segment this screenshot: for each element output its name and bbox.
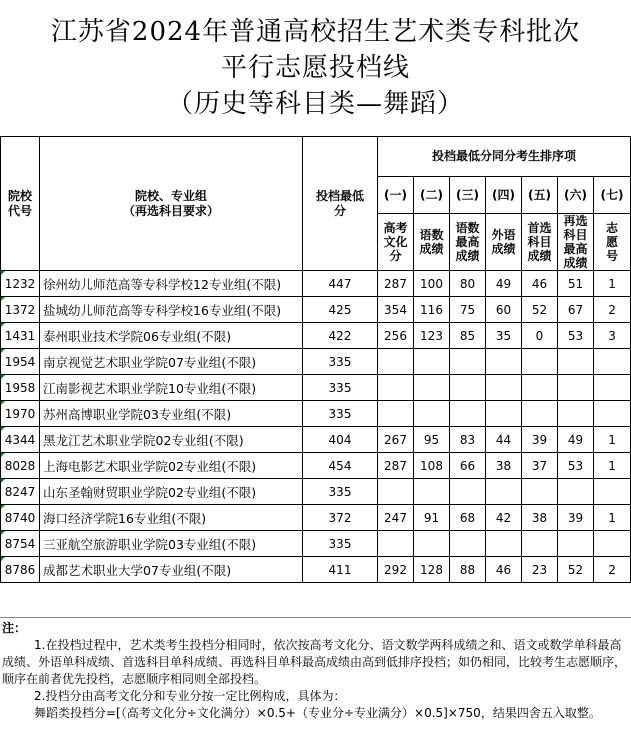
table-row (1, 349, 631, 375)
header-item-num: (二) (414, 177, 450, 214)
tiebreak-value: 88 (450, 557, 486, 583)
table-row (1, 375, 631, 401)
tiebreak-value (450, 479, 486, 505)
tiebreak-value: 85 (450, 323, 486, 349)
tiebreak-value (522, 401, 558, 427)
header-item-label: 再选科目最高成绩 (558, 214, 594, 271)
school-code: 8247 (1, 479, 40, 505)
header-code: 院校代号 (1, 137, 40, 271)
notes-label: 注： (2, 621, 27, 635)
tiebreak-value: 116 (414, 297, 450, 323)
header-name: 院校、专业组 （再选科目要求） (40, 137, 303, 271)
tiebreak-value (594, 401, 631, 427)
tiebreak-value: 53 (558, 453, 594, 479)
school-code: 1954 (1, 349, 40, 375)
title-line-3: （历史等科目类—舞蹈） (166, 89, 464, 119)
tiebreak-value (450, 401, 486, 427)
header-item-label: 高考文化分 (378, 214, 414, 271)
tiebreak-value (414, 349, 450, 375)
notes (0, 617, 631, 746)
tiebreak-value (414, 479, 450, 505)
school-code: 8028 (1, 453, 40, 479)
tiebreak-value (450, 349, 486, 375)
tiebreak-value: 38 (522, 505, 558, 531)
tiebreak-value: 49 (486, 271, 522, 297)
tiebreak-value: 52 (558, 557, 594, 583)
tiebreak-value (594, 375, 631, 401)
school-group-name: 黑龙江艺术职业学院02专业组(不限) (40, 427, 303, 453)
tiebreak-value: 128 (414, 557, 450, 583)
tiebreak-value (558, 531, 594, 557)
tiebreak-value (378, 401, 414, 427)
min-score: 372 (303, 505, 378, 531)
table-row (1, 427, 631, 453)
tiebreak-value: 75 (450, 297, 486, 323)
tiebreak-value: 66 (450, 453, 486, 479)
school-code: 8786 (1, 557, 40, 583)
school-group-name: 泰州职业技术学院06专业组(不限) (40, 323, 303, 349)
tiebreak-value: 287 (378, 271, 414, 297)
table-row (1, 453, 631, 479)
tiebreak-value: 0 (522, 323, 558, 349)
min-score: 447 (303, 271, 378, 297)
table-row (1, 531, 631, 557)
min-score: 335 (303, 375, 378, 401)
min-score: 425 (303, 297, 378, 323)
table-row (1, 401, 631, 427)
header-item-num: (五) (522, 177, 558, 214)
school-code: 8754 (1, 531, 40, 557)
header-item-label: 首选科目成绩 (522, 214, 558, 271)
tiebreak-value (522, 531, 558, 557)
school-code: 1958 (1, 375, 40, 401)
tiebreak-value: 38 (486, 453, 522, 479)
school-code: 1431 (1, 323, 40, 349)
tiebreak-value (486, 375, 522, 401)
tiebreak-value: 3 (594, 323, 631, 349)
tiebreak-value (414, 531, 450, 557)
admission-table (0, 136, 631, 583)
tiebreak-value: 1 (594, 505, 631, 531)
tiebreak-value (450, 531, 486, 557)
tiebreak-value: 287 (378, 453, 414, 479)
note-2: 2.投档分由高考文化分和专业分按一定比例构成，具体为： (34, 689, 346, 703)
tiebreak-value (594, 531, 631, 557)
header-item-num: (七) (594, 177, 631, 214)
tiebreak-value (378, 531, 414, 557)
header-min-score: 投档最低分 (303, 137, 378, 271)
tiebreak-value: 39 (558, 505, 594, 531)
tiebreak-value (414, 401, 450, 427)
tiebreak-value: 292 (378, 557, 414, 583)
tiebreak-value (486, 401, 522, 427)
min-score: 335 (303, 349, 378, 375)
tiebreak-value: 95 (414, 427, 450, 453)
min-score: 404 (303, 427, 378, 453)
title-line-2: 平行志愿投档线 (220, 53, 410, 83)
tiebreak-value (378, 375, 414, 401)
school-group-name: 成都艺术职业大学07专业组(不限) (40, 557, 303, 583)
tiebreak-value: 44 (486, 427, 522, 453)
school-group-name: 苏州高博职业学院03专业组(不限) (40, 401, 303, 427)
tiebreak-value (594, 479, 631, 505)
tiebreak-value: 1 (594, 453, 631, 479)
tiebreak-value (450, 375, 486, 401)
tiebreak-value (522, 375, 558, 401)
header-item-num: (三) (450, 177, 486, 214)
tiebreak-value (558, 375, 594, 401)
header-tiebreak-group: 投档最低分同分考生排序项 (378, 137, 631, 177)
tiebreak-value: 51 (558, 271, 594, 297)
tiebreak-value: 37 (522, 453, 558, 479)
school-code: 8740 (1, 505, 40, 531)
tiebreak-value: 1 (594, 271, 631, 297)
header-item-label: 外语成绩 (486, 214, 522, 271)
header-item-num: (一) (378, 177, 414, 214)
school-group-name: 江南影视艺术职业学院10专业组(不限) (40, 375, 303, 401)
tiebreak-value: 53 (558, 323, 594, 349)
tiebreak-value (486, 479, 522, 505)
tiebreak-value: 83 (450, 427, 486, 453)
tiebreak-value: 23 (522, 557, 558, 583)
page-title (0, 14, 631, 122)
school-code: 1372 (1, 297, 40, 323)
school-group-name: 山东圣翰财贸职业学院02专业组(不限) (40, 479, 303, 505)
tiebreak-value: 108 (414, 453, 450, 479)
school-group-name: 盐城幼儿师范高等专科学校16专业组(不限) (40, 297, 303, 323)
tiebreak-value (522, 349, 558, 375)
tiebreak-value (414, 375, 450, 401)
school-group-name: 徐州幼儿师范高等专科学校12专业组(不限) (40, 271, 303, 297)
title-line-1: 江苏省2024年普通高校招生艺术类专科批次 (50, 17, 581, 47)
school-code: 1970 (1, 401, 40, 427)
table-row (1, 297, 631, 323)
tiebreak-value: 2 (594, 557, 631, 583)
school-group-name: 南京视觉艺术职业学院07专业组(不限) (40, 349, 303, 375)
tiebreak-value: 46 (486, 557, 522, 583)
tiebreak-value (558, 401, 594, 427)
min-score: 335 (303, 479, 378, 505)
tiebreak-value (378, 479, 414, 505)
tiebreak-value (594, 349, 631, 375)
school-group-name: 上海电影艺术职业学院02专业组(不限) (40, 453, 303, 479)
table-row (1, 505, 631, 531)
tiebreak-value (558, 479, 594, 505)
table-row (1, 323, 631, 349)
school-group-name: 三亚航空旅游职业学院03专业组(不限) (40, 531, 303, 557)
school-code: 1232 (1, 271, 40, 297)
header-item-num: (四) (486, 177, 522, 214)
tiebreak-value (486, 349, 522, 375)
tiebreak-value: 123 (414, 323, 450, 349)
tiebreak-value: 39 (522, 427, 558, 453)
table-row (1, 557, 631, 583)
tiebreak-value: 68 (450, 505, 486, 531)
min-score: 411 (303, 557, 378, 583)
tiebreak-value: 1 (594, 427, 631, 453)
tiebreak-value (486, 531, 522, 557)
header-item-label: 志愿号 (594, 214, 631, 271)
tiebreak-value: 2 (594, 297, 631, 323)
tiebreak-value: 91 (414, 505, 450, 531)
tiebreak-value: 49 (558, 427, 594, 453)
tiebreak-value: 52 (522, 297, 558, 323)
header-item-num: (六) (558, 177, 594, 214)
tiebreak-value: 80 (450, 271, 486, 297)
school-group-name: 海口经济学院16专业组(不限) (40, 505, 303, 531)
note-3: 舞蹈类投档分=[（高考文化分÷文化满分）×0.5+（专业分÷专业满分）×0.5]×750，结果四舍五入取整。 (34, 706, 601, 720)
tiebreak-value: 354 (378, 297, 414, 323)
table-row (1, 479, 631, 505)
school-code: 4344 (1, 427, 40, 453)
tiebreak-value: 267 (378, 427, 414, 453)
min-score: 454 (303, 453, 378, 479)
min-score: 335 (303, 531, 378, 557)
min-score: 335 (303, 401, 378, 427)
note-1: 1.在投档过程中，艺术类考生投档分相同时，依次按高考文化分、语文数学两科成绩之和、语文或数学单科最高成绩、外语单科成绩、首选科目单科成绩、再选科目单科最高成绩由高到低排序投档；如仍相同，比较考生志愿顺序，顺序在前者优先投档，志愿顺序相同则全部投档。 (2, 638, 627, 686)
header-item-label: 语数成绩 (414, 214, 450, 271)
tiebreak-value: 35 (486, 323, 522, 349)
tiebreak-value: 256 (378, 323, 414, 349)
tiebreak-value: 67 (558, 297, 594, 323)
tiebreak-value: 46 (522, 271, 558, 297)
table-row (1, 271, 631, 297)
tiebreak-value: 60 (486, 297, 522, 323)
tiebreak-value: 42 (486, 505, 522, 531)
tiebreak-value: 100 (414, 271, 450, 297)
tiebreak-value (558, 349, 594, 375)
min-score: 422 (303, 323, 378, 349)
tiebreak-value (522, 479, 558, 505)
tiebreak-value: 247 (378, 505, 414, 531)
tiebreak-value (378, 349, 414, 375)
header-item-label: 语数最高成绩 (450, 214, 486, 271)
